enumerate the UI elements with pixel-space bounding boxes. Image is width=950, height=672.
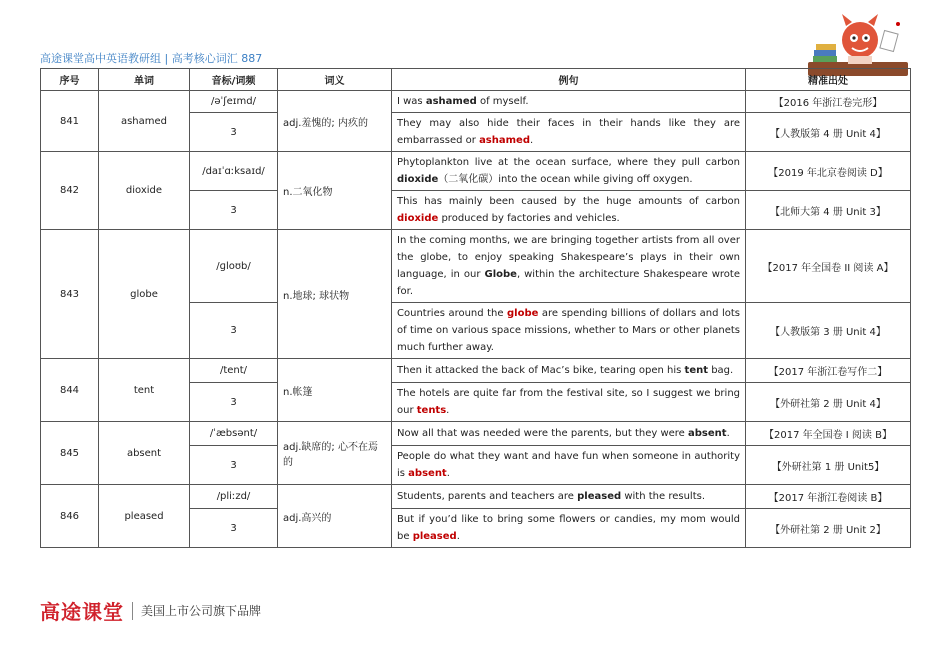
entry-phonetic: /ɡloʊb/ <box>190 230 278 303</box>
entry-example <box>392 91 746 113</box>
example-text: Now all that was needed were the parents, but they were <box>397 428 689 439</box>
highlighted-word: pleased <box>412 531 457 542</box>
example-text: are spending billions of dollars and lots of time on various space missions, whether to Mars or other planets much further away. <box>397 308 740 353</box>
highlighted-word: absent <box>688 428 727 439</box>
entry-number: 846 <box>41 485 99 548</box>
entry-example <box>392 422 746 446</box>
header-word: 单词 <box>99 69 190 91</box>
footer-tagline: 美国上市公司旗下品牌 <box>141 604 262 618</box>
entry-frequency: 3 <box>190 509 278 548</box>
entry-example <box>392 446 746 485</box>
example-text: produced by factories and vehicles. <box>438 213 620 224</box>
highlighted-word: globe <box>507 308 539 319</box>
entry-source: 【2017 年全国卷 I 阅读 B】 <box>746 422 911 446</box>
entry-example <box>392 230 746 303</box>
example-text: Students, parents and teachers are <box>397 491 578 502</box>
entry-phonetic: /tent/ <box>190 359 278 383</box>
entry-meaning: n.帐篷 <box>278 359 392 422</box>
example-text: bag. <box>708 365 734 376</box>
entry-number: 842 <box>41 152 99 230</box>
brand-logo: 高途课堂 <box>40 600 124 624</box>
example-text: . <box>456 531 460 542</box>
example-text: （二氧化碳）into the ocean while giving off oxygen. <box>438 174 693 185</box>
entry-frequency: 3 <box>190 383 278 422</box>
entry-example <box>392 191 746 230</box>
entry-meaning: adj.羞愧的; 内疚的 <box>278 91 392 152</box>
entry-number: 843 <box>41 230 99 359</box>
header-example: 例句 <box>392 69 746 91</box>
entry-word: tent <box>99 359 190 422</box>
entry-example <box>392 303 746 359</box>
entry-word: ashamed <box>99 91 190 152</box>
highlighted-word: dioxide <box>397 213 439 224</box>
table-row <box>41 91 911 113</box>
entry-source: 【2017 年浙江卷阅读 B】 <box>746 485 911 509</box>
entry-source: 【2019 年北京卷阅读 D】 <box>746 152 911 191</box>
entry-meaning: n.二氧化物 <box>278 152 392 230</box>
highlighted-word: tents <box>416 405 447 416</box>
example-text: I was <box>397 96 426 107</box>
entry-meaning: n.地球; 球状物 <box>278 230 392 359</box>
entry-example <box>392 113 746 152</box>
entry-number: 844 <box>41 359 99 422</box>
example-text: The hotels are quite far from the festival site, so I suggest we bring our <box>397 388 740 416</box>
highlighted-word: ashamed <box>479 135 530 146</box>
entry-example <box>392 383 746 422</box>
entry-example <box>392 509 746 548</box>
example-text: . <box>446 468 450 479</box>
example-text: This has mainly been caused by the huge amounts of carbon <box>397 196 740 207</box>
entry-word: pleased <box>99 485 190 548</box>
entry-phonetic: /pliːzd/ <box>190 485 278 509</box>
example-text: Phytoplankton live at the ocean surface, where they pull carbon <box>397 157 740 168</box>
header-source: 精准出处 <box>746 69 911 91</box>
entry-source: 【北师大第 4 册 Unit 3】 <box>746 191 911 230</box>
header-meaning: 词义 <box>278 69 392 91</box>
entry-frequency: 3 <box>190 113 278 152</box>
entry-frequency: 3 <box>190 191 278 230</box>
entry-example <box>392 485 746 509</box>
entry-number: 841 <box>41 91 99 152</box>
entry-frequency: 3 <box>190 303 278 359</box>
entry-phonetic: /ˈæbsənt/ <box>190 422 278 446</box>
entry-source: 【2016 年浙江卷完形】 <box>746 91 911 113</box>
example-text: of myself. <box>476 96 529 107</box>
table-row <box>41 152 911 191</box>
footer-divider <box>132 602 133 620</box>
entry-word: dioxide <box>99 152 190 230</box>
vocabulary-table <box>40 68 911 548</box>
example-text: They may also hide their faces in their hands like they are embarrassed or <box>397 118 740 146</box>
header-number: 序号 <box>41 69 99 91</box>
entry-source: 【外研社第 1 册 Unit5】 <box>746 446 911 485</box>
entry-phonetic: /əˈʃeɪmd/ <box>190 91 278 113</box>
entry-word: absent <box>99 422 190 485</box>
example-text: with the results. <box>621 491 705 502</box>
table-row <box>41 359 911 383</box>
highlighted-word: dioxide <box>397 174 439 185</box>
highlighted-word: ashamed <box>425 96 477 107</box>
entry-word: globe <box>99 230 190 359</box>
example-text: . <box>726 428 730 439</box>
entry-source: 【外研社第 2 册 Unit 4】 <box>746 383 911 422</box>
example-text: People do what they want and have fun when someone in authority is <box>397 451 740 479</box>
example-text: . <box>530 135 534 146</box>
example-text: , within the architecture Shakespeare wrote for. <box>397 269 740 297</box>
example-text: . <box>446 405 450 416</box>
table-header-row <box>41 69 911 91</box>
entry-example <box>392 359 746 383</box>
example-text: Then it attacked the back of Mac’s bike, tearing open his <box>397 365 685 376</box>
highlighted-word: absent <box>408 468 447 479</box>
entry-source: 【外研社第 2 册 Unit 2】 <box>746 509 911 548</box>
table-row <box>41 422 911 446</box>
highlighted-word: Globe <box>484 269 517 280</box>
table-body <box>41 91 911 548</box>
mascot-illustration <box>808 14 908 76</box>
entry-phonetic: /daɪˈɑːksaɪd/ <box>190 152 278 191</box>
example-text: In the coming months, we are bringing together artists from all over the globe, to enjoy speaking Shakespeare’s plays in their own language, in our <box>397 235 740 280</box>
entry-source: 【人教版第 4 册 Unit 4】 <box>746 113 911 152</box>
entry-example <box>392 152 746 191</box>
entry-source: 【2017 年全国卷 II 阅读 A】 <box>746 230 911 303</box>
page-header: 高途课堂高中英语教研组 | 高考核心词汇 887 <box>40 52 263 65</box>
entry-meaning: adj.缺席的; 心不在焉的 <box>278 422 392 485</box>
entry-source: 【人教版第 3 册 Unit 4】 <box>746 303 911 359</box>
header-phonetic-frequency: 音标/词频 <box>190 69 278 91</box>
table-row <box>41 230 911 303</box>
highlighted-word: pleased <box>577 491 622 502</box>
table-row <box>41 485 911 509</box>
example-text: But if you’d like to bring some flowers or candies, my mom would be <box>397 514 740 542</box>
entry-meaning: adj.高兴的 <box>278 485 392 548</box>
highlighted-word: tent <box>684 365 709 376</box>
entry-frequency: 3 <box>190 446 278 485</box>
example-text: Countries around the <box>397 308 508 319</box>
entry-number: 845 <box>41 422 99 485</box>
entry-source: 【2017 年浙江卷写作二】 <box>746 359 911 383</box>
footer <box>40 596 261 625</box>
